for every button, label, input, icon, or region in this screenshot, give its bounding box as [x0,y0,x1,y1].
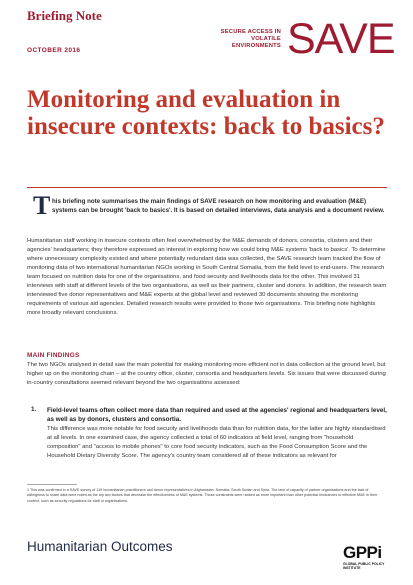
finding-text: This difference was more notable for food security and livelihoods data than for nutrition data, for the latter are highly standardised at all levels. In one examined case, the agency collected a total of 60 indicators at field level, ranging from "household composition" and "access to mobile phones" to core food security indicators, such as the Food Consumption Score and the Household Dietary Diversity Score. The agency's country team considered all of these indicators as relevant for [47,426,386,459]
document-header [0,0,413,78]
gppi-subtitle: GLOBAL PUBLIC POLICY INSTITUTE [343,562,385,570]
humanitarian-outcomes-logo: Humanitarian Outcomes [27,539,173,554]
footnote: 1 This was confirmed in a SAVE survey of 119 humanitarian practitioners and donor representatives in Afghanistan, Somalia, South Sudan and Syria. The lack of capacity of partner organisations and the lack of willingness to share data were noted as the top two factors that decrease the effectiveness of M&E systems. Those constraints were ranked as more important than other potential hindrances to effective M&E in their context, such as security regulations for staff or organisations. [27,488,378,503]
title-divider [27,187,387,188]
finding-heading: Field-level teams often collect more data than required and used at the agencies' regional and headquarters level, as well as by donors, clusters and consortia. [47,407,387,423]
publication-date: OCTOBER 2016 [27,47,81,54]
drop-cap: T [33,191,51,220]
lead-paragraph: his briefing note summarises the main findings of SAVE research on how monitoring and evaluation (M&E) systems can be brought 'back to basics'. It is based on detailed interviews, data analysis and a document review. [52,198,385,214]
footnote-divider [27,484,77,485]
finding-number: 1. [31,406,37,413]
save-logo: SAVE [287,15,395,63]
intro-paragraph: Humanitarian staff working in insecure contexts often feel overwhelmed by the M&E demands of donors, consortia, clusters and their agencies' headquarters; they therefore expressed an interest in exploring how we could bring M&E systems 'back to basics'. To determine where unnecessary complexity existed and where potentially redundant data was collected, the SAVE research team tracked the flow of monitoring data of two international humanitarian NGOs working in South Central Somalia, from the field level to end-users. The research team focused on nutrition data for one of the organisations, and food security and livelihoods data for the other. This involved 31 interviews with staff at different levels of the two organisations, as well as their partners, cluster and donors. In addition, the research team interviewed five donor representatives and M&E experts at the global level and reviewed 30 documents showing the monitoring requirements of various aid agencies. Detailed research results were provided to those two organisations. This briefing note highlights more broadly relevant conclusions. [27,238,387,316]
main-findings-intro: The two NGOs analysed in detail saw the main potential for making monitoring more efficient not in data collection at the ground level, but higher up on the monitoring chain – at the country office, cluster, consortia and headquarters levels. Six issues that were discussed during in-country consultations seemed relevant beyond the two organisations assessed: [27,362,386,386]
briefing-note-label: Briefing Note [27,8,102,23]
save-subtitle: SECURE ACCESS IN VOLATILE ENVIRONMENTS [220,29,281,49]
document-title: Monitoring and evaluation in insecure contexts: back to basics? [27,86,385,140]
gppi-logo: GPPi [343,543,382,562]
main-findings-heading: MAIN FINDINGS [27,352,80,359]
